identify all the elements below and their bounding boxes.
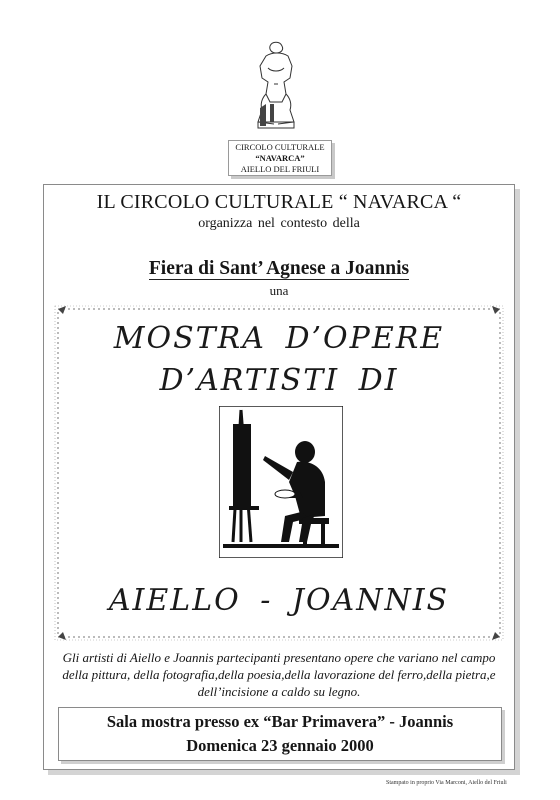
logo-line-2: “NAVARCA”: [255, 153, 305, 163]
painter-at-easel-icon: [219, 406, 343, 558]
venue-location: Sala mostra presso ex “Bar Primavera” - Joannis: [106, 712, 454, 731]
venue-date: Domenica 23 gennaio 2000: [186, 736, 374, 755]
exhibition-title-line-1: MOSTRA D’OPERE: [113, 321, 445, 356]
logo-caption-box: [228, 140, 332, 176]
logo-line-1: CIRCOLO CULTURALE: [235, 142, 325, 152]
organizer-title: IL CIRCOLO CULTURALE “ NAVARCA “: [96, 191, 462, 213]
organizer-subtitle: organizza nel contesto della: [198, 216, 360, 231]
printer-note: Stampato in proprio Via Marconi, Aiello del Friuli: [386, 780, 507, 786]
fair-connector: una: [269, 283, 289, 298]
exhibition-title-line-3: AIELLO - JOANNIS: [108, 583, 450, 618]
logo-line-3: AIELLO DEL FRIULI: [240, 164, 320, 174]
venue-box: [58, 707, 502, 761]
exhibition-description: Gli artisti di Aiello e Joannis partecipanti presentano opere che variano nel campo della pittura, della fotografia,della poesia,della lavorazione del ferro,della pietra,e dell’incisione a caldo su legno.: [62, 650, 496, 699]
exhibition-title-line-2: D’ARTISTI DI: [159, 363, 399, 398]
fair-name: Fiera di Sant’ Agnese a Joannis: [148, 258, 410, 279]
poster-frame: [43, 184, 515, 770]
statue-logo-icon: [244, 38, 308, 134]
